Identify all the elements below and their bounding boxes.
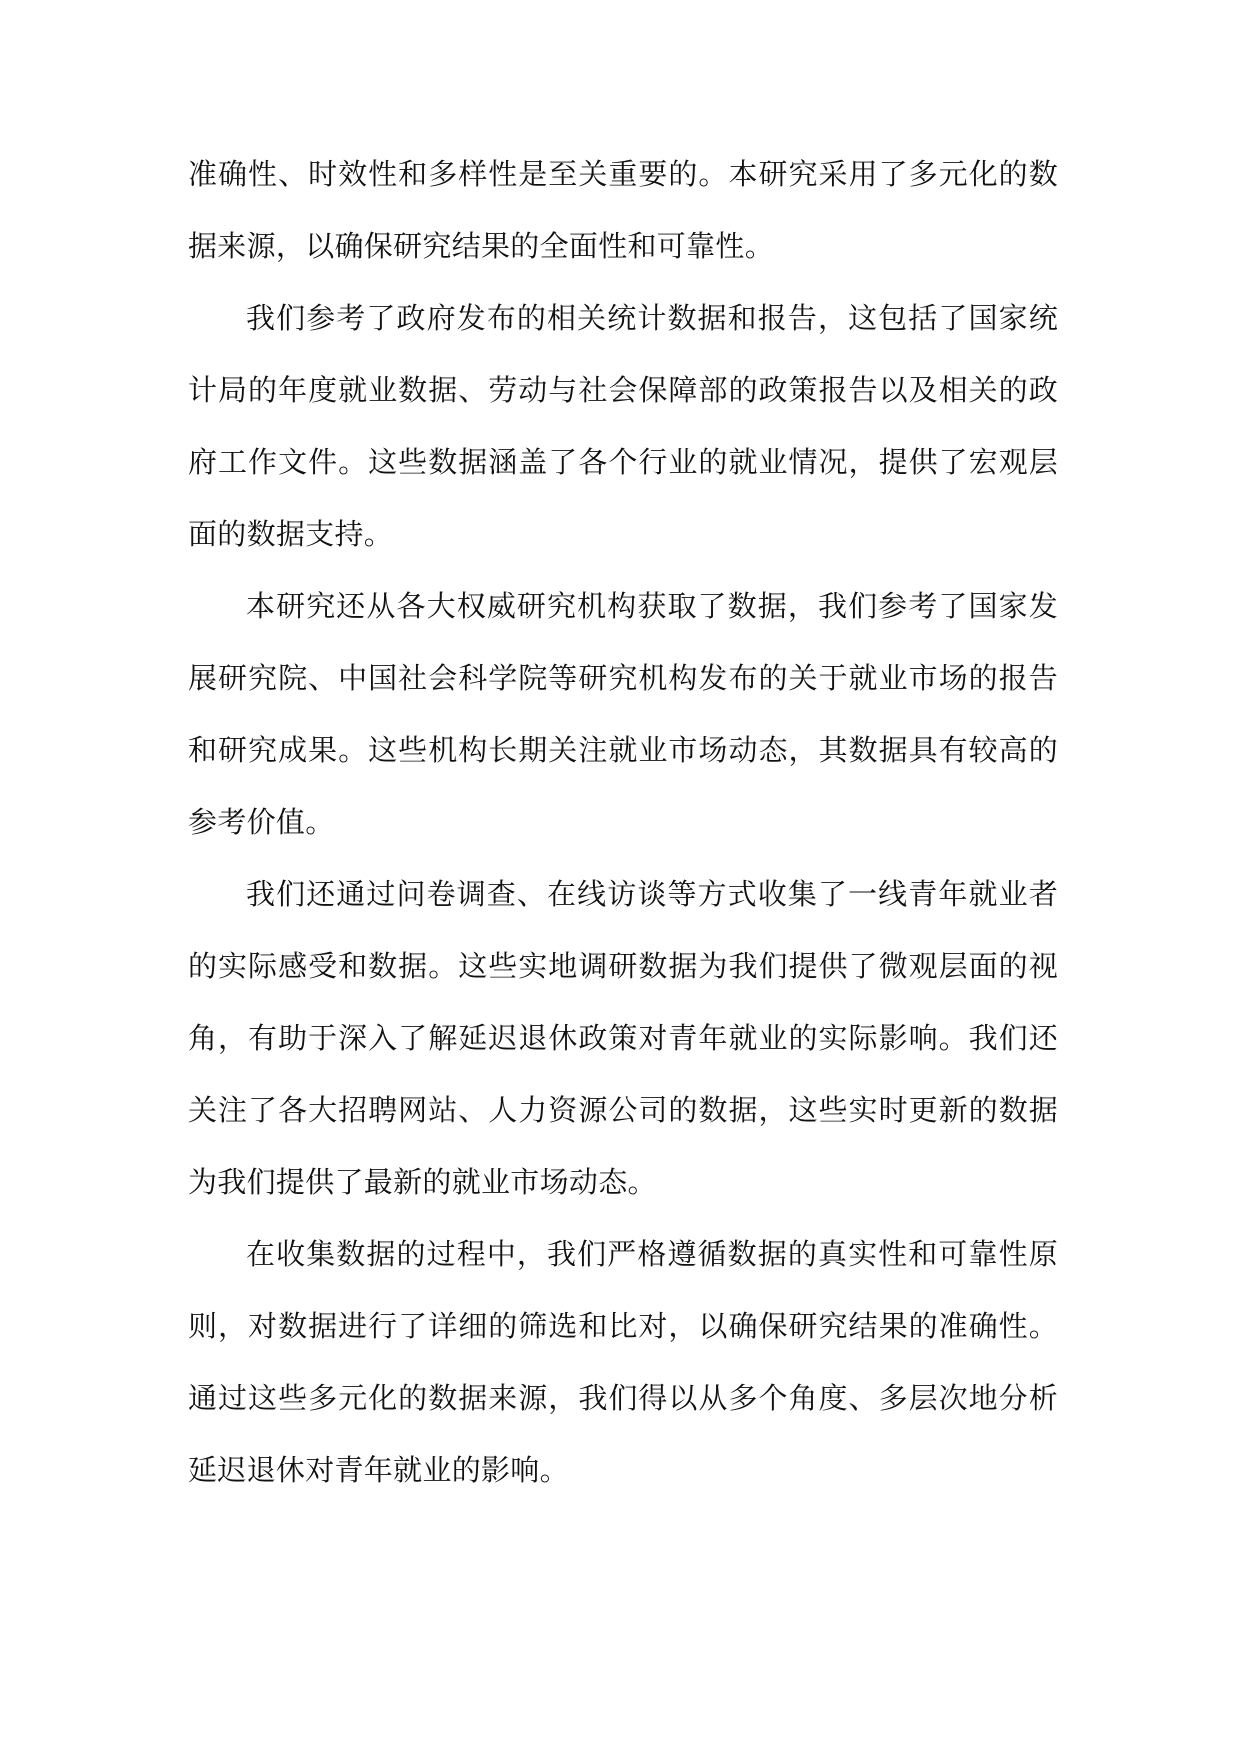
paragraph-1: 准确性、时效性和多样性是至关重要的。本研究采用了多元化的数据来源，以确保研究结果的全面性和可靠性。 (188, 157, 1058, 263)
paragraph-2: 我们参考了政府发布的相关统计数据和报告，这包括了国家统计局的年度就业数据、劳动与社会保障部的政策报告以及相关的政府工作文件。这些数据涵盖了各个行业的就业情况，提供了宏观层面的数据支持。 (188, 301, 1058, 551)
paragraph-4: 我们还通过问卷调查、在线访谈等方式收集了一线青年就业者的实际感受和数据。这些实地调研数据为我们提供了微观层面的视角，有助于深入了解延迟退休政策对青年就业的实际影响。我们还关注了各大招聘网站、人力资源公司的数据，这些实时更新的数据为我们提供了最新的就业市场动态。 (188, 877, 1058, 1199)
document-body (188, 138, 1058, 1506)
paragraph-3: 本研究还从各大权威研究机构获取了数据，我们参考了国家发展研究院、中国社会科学院等研究机构发布的关于就业市场的报告和研究成果。这些机构长期关注就业市场动态，其数据具有较高的参考价值。 (188, 589, 1058, 839)
paragraph-5: 在收集数据的过程中，我们严格遵循数据的真实性和可靠性原则，对数据进行了详细的筛选和比对，以确保研究结果的准确性。通过这些多元化的数据来源，我们得以从多个角度、多层次地分析延迟退休对青年就业的影响。 (188, 1237, 1058, 1487)
